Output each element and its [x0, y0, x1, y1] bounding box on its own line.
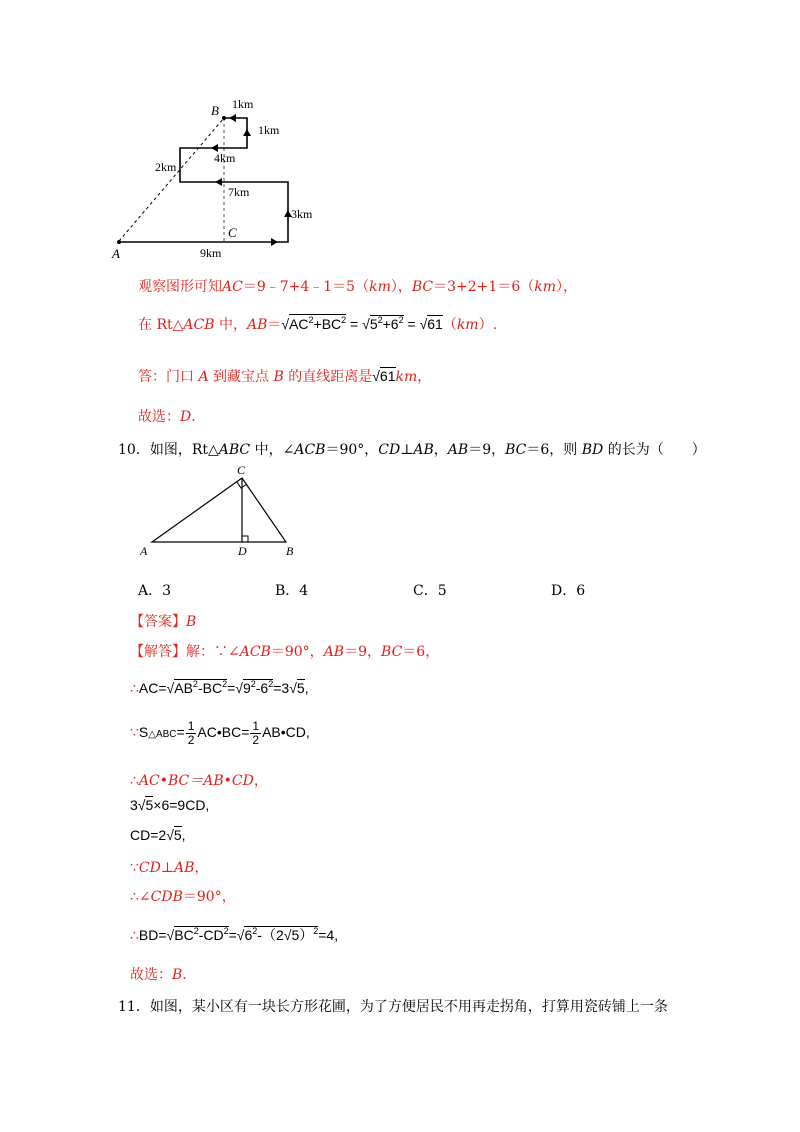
label-2km: 2km [155, 160, 177, 174]
tri-label-D: D [238, 544, 247, 558]
label-top-1km: 1km [232, 97, 254, 111]
path-figure [110, 92, 340, 262]
solution10-angle: ∴∠CDB＝90°， [130, 889, 236, 905]
solution9-choice: 故选：D. [138, 409, 196, 425]
label-4km: 4km [214, 151, 236, 165]
triangle-figure [138, 460, 308, 560]
question10-answer: 【答案】B [130, 614, 197, 630]
option-C[interactable]: C．5 [413, 583, 447, 599]
option-D[interactable]: D．6 [551, 583, 586, 599]
solution10-choice: 故选：B. [130, 967, 187, 983]
label-7km: 7km [228, 185, 250, 199]
label-B: B [211, 103, 219, 118]
solution10-ac: $\therefore AC=√AB^2-BC^2=√9^2-6^2=3√5$, [130, 679, 309, 697]
question10-stem: 10．如图，Rt△ABC 中，∠ACB＝90°，CD⊥AB，AB＝9，BC＝6，则 BD 的长为（ ） [118, 442, 706, 458]
label-C: C [228, 225, 237, 240]
solution10-9cd: 3√5×6=9CD, [130, 797, 210, 813]
option-B[interactable]: B．4 [275, 583, 309, 599]
tri-label-C: C [237, 463, 246, 477]
solution10-area: ∵S△ABC= $\frac{1}{2}$ AC•BC= $\frac{1}{2}$ AB•CD, [130, 719, 310, 747]
solution9-answer: 答：门口 A 到藏宝点 B 的直线距离是√61km， [138, 368, 432, 385]
question11-stem: 11．如图，某小区有一块长方形花圃，为了方便居民不用再走拐角，打算用瓷砖铺上一条 [118, 999, 668, 1015]
tri-label-A: A [140, 544, 148, 558]
option-A[interactable]: A．3 [138, 583, 172, 599]
solution9-line2: 在 Rt△ACB 中，$AB=√AC^2+BC^2 = √5^2+6^2 = √61(km)$. [138, 315, 498, 333]
solution10-cd: CD=2√5, [130, 827, 186, 843]
solution10-perp: ∵CD⊥AB， [130, 860, 209, 876]
solution10-intro: 【解答】解：∵∠ACB＝90°，AB＝9，BC＝6， [130, 644, 440, 660]
tri-label-B: B [286, 544, 294, 558]
label-9km: 9km [200, 246, 222, 260]
solution9-line1: 观察图形可知AC＝9﹣7+4﹣1＝5（km），BC＝3+2+1＝6（km）， [138, 279, 577, 295]
label-A: A [112, 246, 120, 261]
label-right-1km: 1km [258, 123, 280, 137]
label-3km: 3km [291, 207, 313, 221]
solution10-bd: $\therefore BD=√BC^2-CD^2=√6^2-(2√5)^2=4$, [130, 926, 339, 944]
solution10-product: ∴AC•BC＝AB•CD， [130, 773, 268, 789]
